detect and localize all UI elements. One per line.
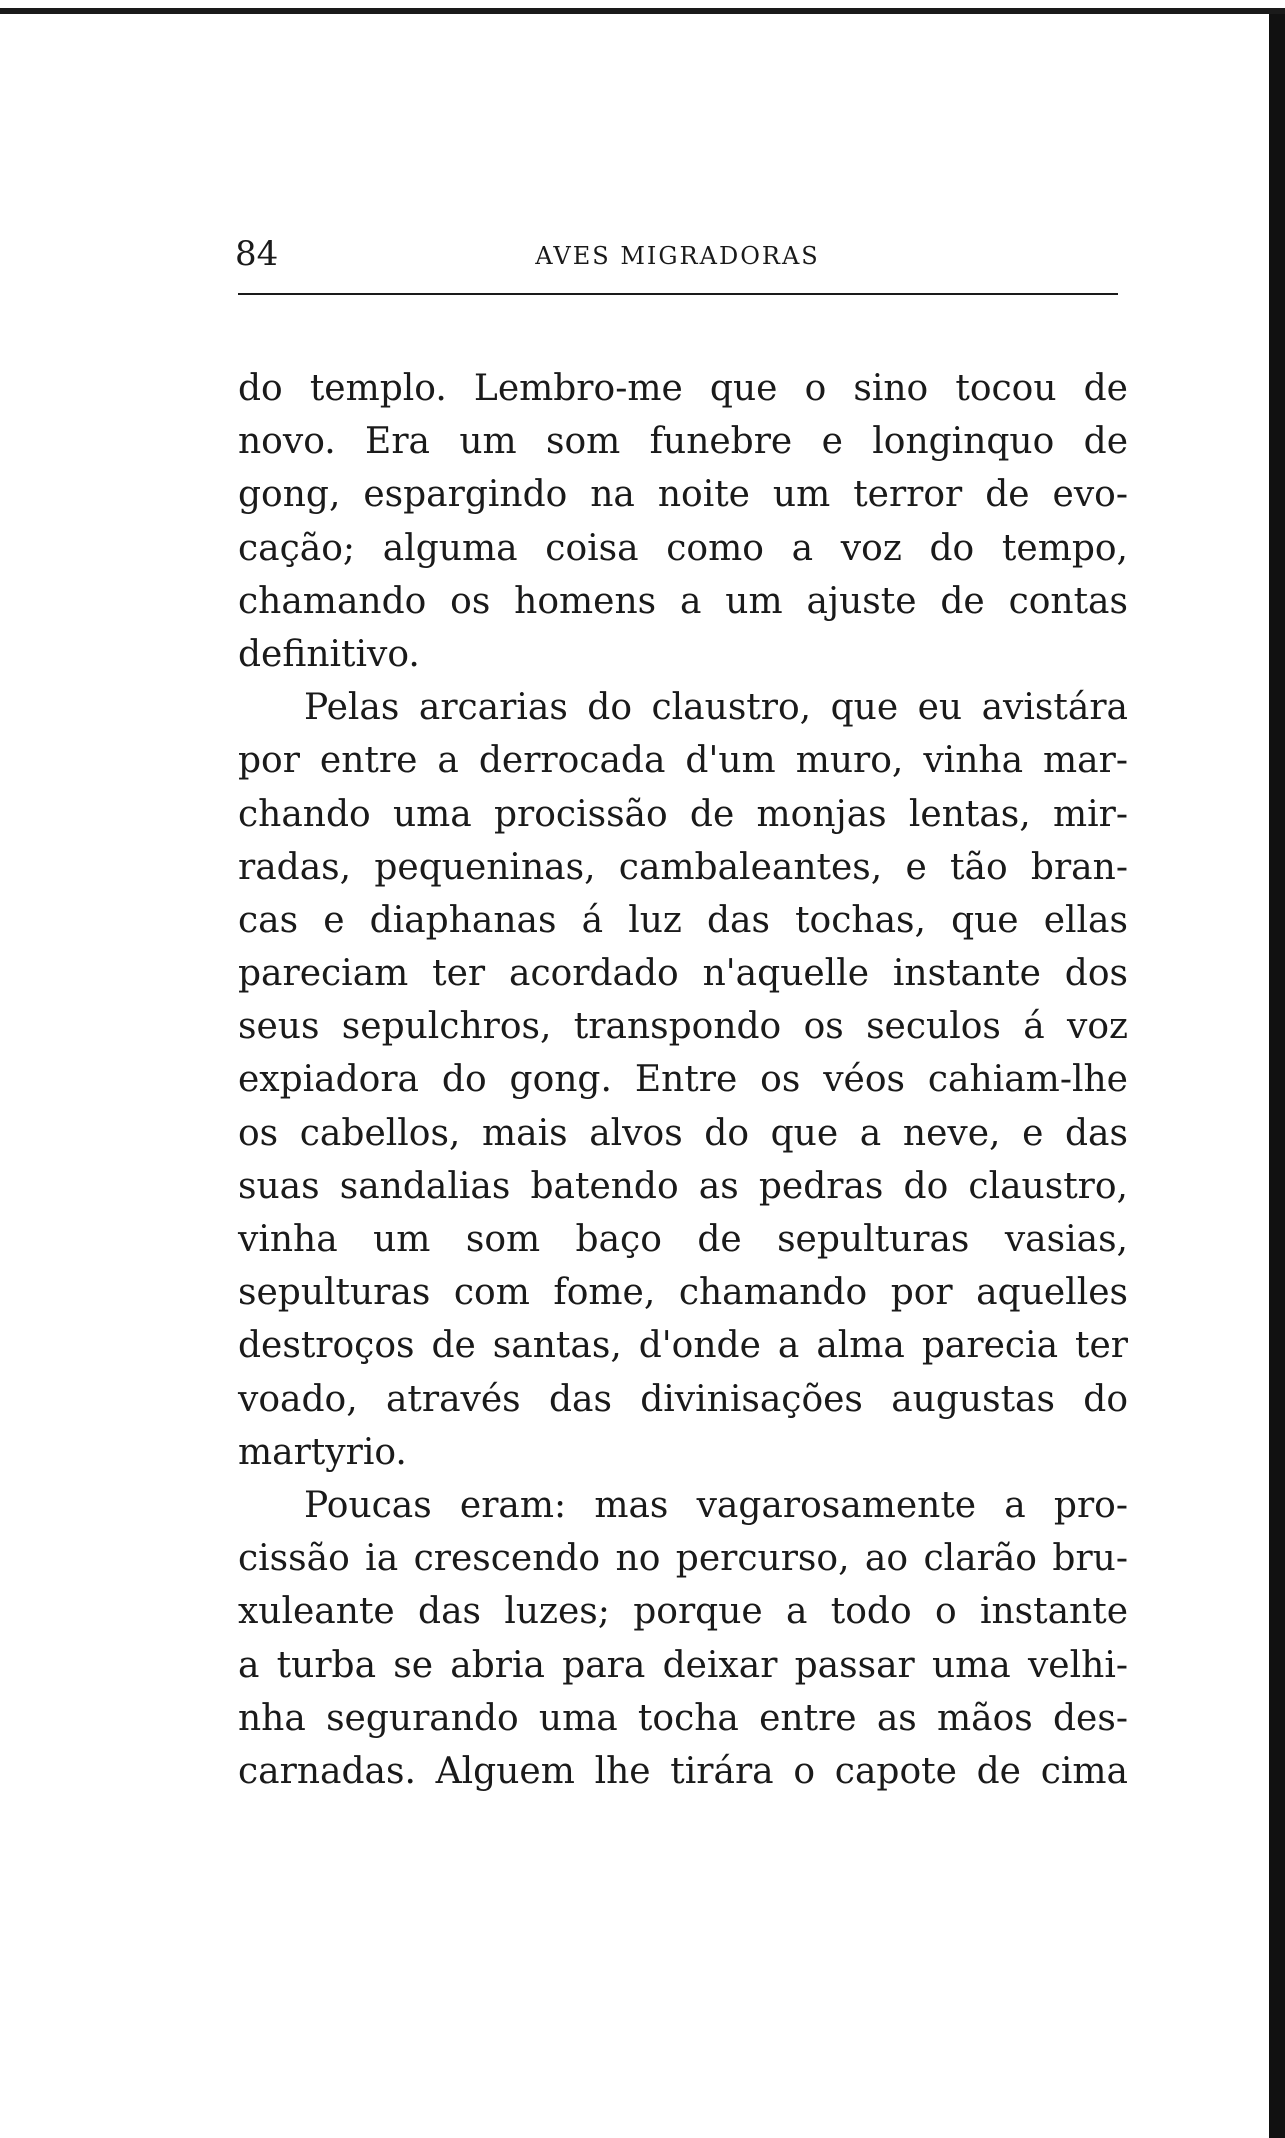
text-line: suas sandalias batendo as pedras do claustro,: [238, 1165, 1128, 1207]
text-line: cissão ia crescendo no percurso, ao clarão bru-: [238, 1538, 1128, 1580]
page-edge-shadow: [1269, 14, 1285, 2138]
page-header: [235, 232, 1120, 276]
text-line: radas, pequeninas, cambaleantes, e tão bran-: [238, 846, 1128, 888]
text-line: definitivo.: [238, 633, 420, 675]
page-number: 84: [235, 234, 279, 274]
text-line: vinha um som baço de sepulturas vasias,: [238, 1219, 1128, 1260]
text-line: Pelas arcarias do claustro, que eu avistára: [304, 687, 1128, 729]
text-line: martyrio.: [238, 1431, 407, 1473]
text-line: a turba se abria para deixar passar uma velhi-: [238, 1644, 1128, 1686]
text-line: chamando os homens a um ajuste de contas: [238, 580, 1128, 622]
header-rule: [238, 293, 1118, 295]
top-border-rule: [0, 8, 1285, 14]
text-line: carnadas. Alguem lhe tirára o capote de cima: [238, 1750, 1128, 1792]
text-line: cação; alguma coisa como a voz do tempo,: [238, 527, 1128, 569]
text-line: destroços de santas, d'onde a alma parecia ter: [238, 1325, 1128, 1367]
text-line: xuleante das luzes; porque a todo o instante: [238, 1591, 1128, 1633]
text-line: do templo. Lembro-me que o sino tocou de: [238, 368, 1128, 409]
text-line: Poucas eram: mas vagarosamente a pro-: [304, 1484, 1128, 1526]
text-line: os cabellos, mais alvos do que a neve, e das: [238, 1112, 1128, 1154]
text-line: voado, através das divinisações augustas do: [238, 1378, 1128, 1420]
text-line: pareciam ter acordado n'aquelle instante dos: [238, 953, 1128, 995]
running-title: AVES MIGRADORAS: [535, 242, 820, 270]
text-line: novo. Era um som funebre e longinquo de: [238, 421, 1128, 463]
text-line: cas e diaphanas á luz das tochas, que ellas: [238, 899, 1128, 941]
body-text: [238, 362, 1128, 1798]
text-line: sepulturas com fome, chamando por aquelles: [238, 1272, 1128, 1314]
text-line: chando uma procissão de monjas lentas, mir-: [238, 793, 1128, 835]
text-line: por entre a derrocada d'um muro, vinha mar-: [238, 740, 1128, 782]
text-line: expiadora do gong. Entre os véos cahiam-lhe: [238, 1059, 1128, 1101]
text-line: gong, espargindo na noite um terror de evo-: [238, 474, 1128, 516]
text-line: seus sepulchros, transpondo os seculos á voz: [238, 1006, 1128, 1048]
text-line: nha segurando uma tocha entre as mãos des-: [238, 1697, 1128, 1739]
